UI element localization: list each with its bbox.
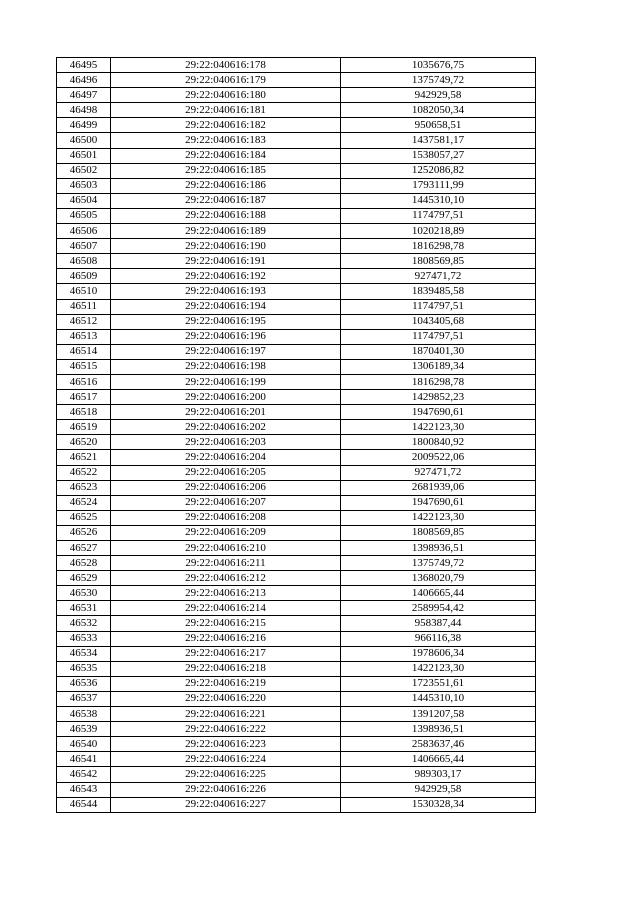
cadastral-number-cell: 29:22:040616:196 — [111, 329, 341, 344]
table-row — [57, 541, 536, 556]
value-cell: 1174797,51 — [341, 329, 536, 344]
table-row — [57, 571, 536, 586]
value-cell: 1375749,72 — [341, 73, 536, 88]
row-number-cell: 46520 — [57, 435, 111, 450]
cadastral-number-cell: 29:22:040616:221 — [111, 707, 341, 722]
table-row — [57, 450, 536, 465]
value-cell: 1174797,51 — [341, 208, 536, 223]
table-row — [57, 284, 536, 299]
cadastral-number-cell: 29:22:040616:208 — [111, 510, 341, 525]
row-number-cell: 46508 — [57, 254, 111, 269]
table-row — [57, 691, 536, 706]
cadastral-number-cell: 29:22:040616:191 — [111, 254, 341, 269]
cadastral-number-cell: 29:22:040616:212 — [111, 571, 341, 586]
cadastral-number-cell: 29:22:040616:201 — [111, 405, 341, 420]
table-row — [57, 707, 536, 722]
row-number-cell: 46496 — [57, 73, 111, 88]
cadastral-number-cell: 29:22:040616:179 — [111, 73, 341, 88]
row-number-cell: 46527 — [57, 541, 111, 556]
value-cell: 1398936,51 — [341, 541, 536, 556]
value-cell: 1020218,89 — [341, 224, 536, 239]
value-cell: 1947690,61 — [341, 495, 536, 510]
cadastral-number-cell: 29:22:040616:204 — [111, 450, 341, 465]
row-number-cell: 46544 — [57, 797, 111, 812]
row-number-cell: 46504 — [57, 193, 111, 208]
row-number-cell: 46536 — [57, 676, 111, 691]
row-number-cell: 46519 — [57, 420, 111, 435]
table-row — [57, 254, 536, 269]
row-number-cell: 46522 — [57, 465, 111, 480]
table-row — [57, 631, 536, 646]
value-cell: 2681939,06 — [341, 480, 536, 495]
cadastral-number-cell: 29:22:040616:180 — [111, 88, 341, 103]
table-row — [57, 58, 536, 73]
value-cell: 1306189,34 — [341, 359, 536, 374]
row-number-cell: 46503 — [57, 178, 111, 193]
row-number-cell: 46513 — [57, 329, 111, 344]
value-cell: 1437581,17 — [341, 133, 536, 148]
table-row — [57, 752, 536, 767]
row-number-cell: 46533 — [57, 631, 111, 646]
table-row — [57, 224, 536, 239]
cadastral-number-cell: 29:22:040616:198 — [111, 359, 341, 374]
value-cell: 2589954,42 — [341, 601, 536, 616]
cadastral-number-cell: 29:22:040616:220 — [111, 691, 341, 706]
table-row — [57, 359, 536, 374]
cadastral-number-cell: 29:22:040616:209 — [111, 525, 341, 540]
value-cell: 1174797,51 — [341, 299, 536, 314]
value-cell: 1816298,78 — [341, 239, 536, 254]
cadastral-number-cell: 29:22:040616:185 — [111, 163, 341, 178]
table-row — [57, 661, 536, 676]
table-row — [57, 420, 536, 435]
row-number-cell: 46529 — [57, 571, 111, 586]
cadastral-number-cell: 29:22:040616:183 — [111, 133, 341, 148]
cadastral-number-cell: 29:22:040616:188 — [111, 208, 341, 223]
row-number-cell: 46541 — [57, 752, 111, 767]
table-row — [57, 208, 536, 223]
row-number-cell: 46511 — [57, 299, 111, 314]
table-row — [57, 299, 536, 314]
row-number-cell: 46542 — [57, 767, 111, 782]
cadastral-number-cell: 29:22:040616:192 — [111, 269, 341, 284]
cadastral-number-cell: 29:22:040616:210 — [111, 541, 341, 556]
table-row — [57, 148, 536, 163]
cadastral-number-cell: 29:22:040616:207 — [111, 495, 341, 510]
value-cell: 1723551,61 — [341, 676, 536, 691]
table-body — [57, 58, 536, 813]
value-cell: 950658,51 — [341, 118, 536, 133]
row-number-cell: 46526 — [57, 525, 111, 540]
cadastral-number-cell: 29:22:040616:181 — [111, 103, 341, 118]
cadastral-number-cell: 29:22:040616:218 — [111, 661, 341, 676]
value-cell: 1808569,85 — [341, 254, 536, 269]
row-number-cell: 46534 — [57, 646, 111, 661]
cadastral-number-cell: 29:22:040616:214 — [111, 601, 341, 616]
row-number-cell: 46506 — [57, 224, 111, 239]
value-cell: 927471,72 — [341, 465, 536, 480]
table-row — [57, 495, 536, 510]
value-cell: 1398936,51 — [341, 722, 536, 737]
cadastral-number-cell: 29:22:040616:190 — [111, 239, 341, 254]
row-number-cell: 46518 — [57, 405, 111, 420]
value-cell: 927471,72 — [341, 269, 536, 284]
cadastral-number-cell: 29:22:040616:224 — [111, 752, 341, 767]
row-number-cell: 46510 — [57, 284, 111, 299]
value-cell: 1043405,68 — [341, 314, 536, 329]
table-row — [57, 465, 536, 480]
value-cell: 966116,38 — [341, 631, 536, 646]
cadastral-number-cell: 29:22:040616:222 — [111, 722, 341, 737]
table-row — [57, 676, 536, 691]
row-number-cell: 46515 — [57, 359, 111, 374]
table-row — [57, 88, 536, 103]
value-cell: 1422123,30 — [341, 510, 536, 525]
table-row — [57, 586, 536, 601]
value-cell: 1082050,34 — [341, 103, 536, 118]
value-cell: 1445310,10 — [341, 193, 536, 208]
row-number-cell: 46517 — [57, 390, 111, 405]
row-number-cell: 46505 — [57, 208, 111, 223]
row-number-cell: 46509 — [57, 269, 111, 284]
row-number-cell: 46531 — [57, 601, 111, 616]
value-cell: 942929,58 — [341, 782, 536, 797]
value-cell: 1429852,23 — [341, 390, 536, 405]
cadastral-number-cell: 29:22:040616:213 — [111, 586, 341, 601]
value-cell: 1422123,30 — [341, 420, 536, 435]
row-number-cell: 46530 — [57, 586, 111, 601]
value-cell: 958387,44 — [341, 616, 536, 631]
value-cell: 1808569,85 — [341, 525, 536, 540]
table-row — [57, 133, 536, 148]
cadastral-number-cell: 29:22:040616:178 — [111, 58, 341, 73]
table-row — [57, 722, 536, 737]
table-row — [57, 737, 536, 752]
row-number-cell: 46543 — [57, 782, 111, 797]
cadastral-number-cell: 29:22:040616:225 — [111, 767, 341, 782]
cadastral-number-cell: 29:22:040616:184 — [111, 148, 341, 163]
cadastral-number-cell: 29:22:040616:186 — [111, 178, 341, 193]
table-row — [57, 480, 536, 495]
cadastral-number-cell: 29:22:040616:194 — [111, 299, 341, 314]
value-cell: 1800840,92 — [341, 435, 536, 450]
table-row — [57, 329, 536, 344]
cadastral-number-cell: 29:22:040616:206 — [111, 480, 341, 495]
table-row — [57, 73, 536, 88]
row-number-cell: 46540 — [57, 737, 111, 752]
cadastral-number-cell: 29:22:040616:211 — [111, 556, 341, 571]
cadastral-number-cell: 29:22:040616:199 — [111, 374, 341, 389]
row-number-cell: 46497 — [57, 88, 111, 103]
value-cell: 2583637,46 — [341, 737, 536, 752]
cadastral-number-cell: 29:22:040616:197 — [111, 344, 341, 359]
value-cell: 1530328,34 — [341, 797, 536, 812]
table-row — [57, 405, 536, 420]
value-cell: 1839485,58 — [341, 284, 536, 299]
table-row — [57, 616, 536, 631]
table-row — [57, 269, 536, 284]
table-row — [57, 103, 536, 118]
row-number-cell: 46512 — [57, 314, 111, 329]
value-cell: 1978606,34 — [341, 646, 536, 661]
row-number-cell: 46501 — [57, 148, 111, 163]
value-cell: 1035676,75 — [341, 58, 536, 73]
value-cell: 1391207,58 — [341, 707, 536, 722]
value-cell: 2009522,06 — [341, 450, 536, 465]
table-row — [57, 767, 536, 782]
table-row — [57, 390, 536, 405]
table-row — [57, 510, 536, 525]
row-number-cell: 46537 — [57, 691, 111, 706]
row-number-cell: 46499 — [57, 118, 111, 133]
cadastral-number-cell: 29:22:040616:215 — [111, 616, 341, 631]
value-cell: 942929,58 — [341, 88, 536, 103]
value-cell: 1368020,79 — [341, 571, 536, 586]
table-row — [57, 435, 536, 450]
row-number-cell: 46538 — [57, 707, 111, 722]
row-number-cell: 46532 — [57, 616, 111, 631]
cadastral-number-cell: 29:22:040616:217 — [111, 646, 341, 661]
cadastral-number-cell: 29:22:040616:205 — [111, 465, 341, 480]
table-row — [57, 314, 536, 329]
table-row — [57, 344, 536, 359]
row-number-cell: 46502 — [57, 163, 111, 178]
row-number-cell: 46516 — [57, 374, 111, 389]
value-cell: 1816298,78 — [341, 374, 536, 389]
value-cell: 1406665,44 — [341, 752, 536, 767]
table-row — [57, 646, 536, 661]
table-row — [57, 782, 536, 797]
cadastral-number-cell: 29:22:040616:227 — [111, 797, 341, 812]
cadastral-number-cell: 29:22:040616:223 — [111, 737, 341, 752]
cadastral-number-cell: 29:22:040616:203 — [111, 435, 341, 450]
value-cell: 1422123,30 — [341, 661, 536, 676]
row-number-cell: 46535 — [57, 661, 111, 676]
cadastral-number-cell: 29:22:040616:189 — [111, 224, 341, 239]
table-row — [57, 374, 536, 389]
value-cell: 1793111,99 — [341, 178, 536, 193]
value-cell: 1375749,72 — [341, 556, 536, 571]
row-number-cell: 46521 — [57, 450, 111, 465]
value-cell: 1538057,27 — [341, 148, 536, 163]
table-row — [57, 239, 536, 254]
row-number-cell: 46495 — [57, 58, 111, 73]
row-number-cell: 46500 — [57, 133, 111, 148]
row-number-cell: 46523 — [57, 480, 111, 495]
table-row — [57, 797, 536, 812]
cadastral-number-cell: 29:22:040616:216 — [111, 631, 341, 646]
cadastral-number-cell: 29:22:040616:182 — [111, 118, 341, 133]
table-row — [57, 118, 536, 133]
row-number-cell: 46539 — [57, 722, 111, 737]
table-row — [57, 193, 536, 208]
cadastral-number-cell: 29:22:040616:202 — [111, 420, 341, 435]
row-number-cell: 46507 — [57, 239, 111, 254]
cadastral-number-cell: 29:22:040616:195 — [111, 314, 341, 329]
table-row — [57, 601, 536, 616]
row-number-cell: 46514 — [57, 344, 111, 359]
value-cell: 1445310,10 — [341, 691, 536, 706]
cadastral-number-cell: 29:22:040616:187 — [111, 193, 341, 208]
value-cell: 1870401,30 — [341, 344, 536, 359]
value-cell: 1947690,61 — [341, 405, 536, 420]
value-cell: 1406665,44 — [341, 586, 536, 601]
value-cell: 989303,17 — [341, 767, 536, 782]
row-number-cell: 46498 — [57, 103, 111, 118]
table-row — [57, 525, 536, 540]
table-row — [57, 163, 536, 178]
cadastral-number-cell: 29:22:040616:226 — [111, 782, 341, 797]
cadastral-number-cell: 29:22:040616:219 — [111, 676, 341, 691]
row-number-cell: 46524 — [57, 495, 111, 510]
row-number-cell: 46525 — [57, 510, 111, 525]
table-row — [57, 178, 536, 193]
cadastral-number-cell: 29:22:040616:200 — [111, 390, 341, 405]
cadastral-number-cell: 29:22:040616:193 — [111, 284, 341, 299]
table-row — [57, 556, 536, 571]
row-number-cell: 46528 — [57, 556, 111, 571]
cadastral-value-table — [56, 57, 536, 813]
value-cell: 1252086,82 — [341, 163, 536, 178]
